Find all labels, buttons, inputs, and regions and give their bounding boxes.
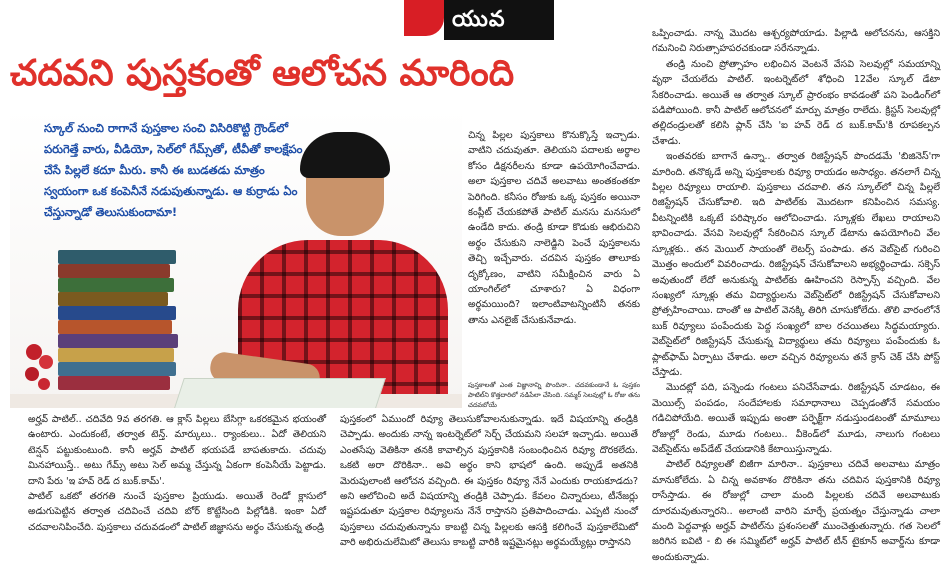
paragraph: అర్హవ్ పాటిల్.. చదివేది 9వ తరగతి. ఆ క్లాస్ పిల్లలు బేసిగ్గా ఒకరకమైన భయంతో ఉంటారు. ఎందుకంటే, తర్వాత టెన్త్. మార్కులు.. ర్యాంకులు.. ఏదో తెలియని టెన్షన్ పట్టుకుంటుంది. కానీ అర్హవ్ పాటిల్ భయపడే బాపతుకాదు. చదువు మినహాయిస్తే.. అటు గేమ్స్ అటు సెల్ అమ్మ చేస్తున్న ఏకంగా కంపెనీయే పెట్టాడు. దాని పేరు 'ఇ హవ్ రెడ్ ద బుక్.కామ్'. [28,414,326,487]
flower-illustration [20,338,60,398]
column-right [652,26,940,565]
masthead-logo [404,0,554,42]
article-headline: చదవని పుస్తకంతో ఆలోచన మారింది [10,53,515,94]
column-middle-top [468,128,640,328]
paragraph: పాటిల్ రివ్యూలతో బిజీగా మారినా.. పుస్తకాలు చదివే అలవాటు మాత్రం మానుకోలేదు. ఏ చిన్న అవకాశం దొరికినా తను చదివిన పుస్తకానికి రివ్యూ రాసేస్తాడు. ఈ రోజుల్లో చాలా మంది పిల్లలకు చదివే అలవాటుకు దూరమవుతున్నారని.. అలాంటి వారిని మార్చే ప్రయత్నం చేస్తున్నాడు చాలా మంది పెద్దవాళ్లు అర్హవ్ పాటిల్‌ను ప్రశంసలతో ముంచెత్తుతున్నారు. గత సెలలో జరిగిన ఐవిటి - బి ఈ సమ్మిట్‌లో అర్హవ్ పాటిల్ టీన్ టైకూన్ అవార్డ్‌ను కూడా అందుకున్నాడు. [652,459,940,563]
paragraph: పుస్తకంలో ఏముందో రివ్యూ తెలుసుకోవాలనుకున్నాడు. ఇదే విషయాన్ని తండ్రికి చెప్పాడు. అందుకు నాన్న ఇంటర్నెట్‌లో సెర్చ్ చేయమని సలహా ఇచ్చాడు. అయితే ఎంతసేపు వెతికినా తనకి కావాల్సిన పుస్తకానికి సంబంధించిన రివ్యూ దొరకలేదు. ఒకటి అరా దొరికినా.. అవి అర్థం కాని భాషలో ఉంది. అప్పుడే అతనికి మెరుపులాంటి ఆలోచన వచ్చింది. ఈ పుస్తకం రివ్యూ నేనే ఎందుకు రాయకూడదు? అని ఆలోచించి అదే విషయాన్ని తండ్రికి చెప్పాడు. కేవలం చిన్నారులు, టీనేజర్లు ఇష్టపడుతూ పుస్తకాల రివ్యూలను నేనే రాస్తానని ప్రతిపాదించాడు. ఎప్పటి నుంచో పుస్తకాలు చదువుతున్నాను కాబట్టి చిన్న పిల్లలకు ఆసక్తి కలిగించే పుస్తకాలేమిటో వారి అభిరుచులేమిటో తెలుసు కాబట్టి వారికి ఇష్టమైనట్లు అర్థమయ్యేట్లు రాస్తానని [340,414,638,549]
paragraph: పాటిల్ ఒకటో తరగతి నుంచే పుస్తకాల ప్రియుడు. అయితే రెండో క్లాసులో అడుగుపెట్టిన తర్వాత చదివించే చదివి బోర్ కొట్టేసింది పిల్లోడికి. ఇంకా ఏదో చదవాలనిపించేది. పుస్తకాలు చదువడంలో పాటిల్ జిజ్ఞాసను అర్థం చేసుకున్న తండ్రి [28,491,326,533]
column-bottom [28,412,638,551]
paragraph: తండ్రి నుంచి ప్రోత్సాహం లభించిన వెంటనే వేసవి సెలవుల్లో సమయాన్ని వృథా చేయలేదు పాటిల్. ఇంటర్నెట్‌లో శోధించి 12వేల స్కూల్ డేటా సేకరించాడు. అయితే ఆ తర్వాత స్కూల్ ప్రారంభం కావడంతో పని పెండింగ్‌లో పడిపోయింది. కానీ పాటిల్ ఆలోచనలో మార్పు మాత్రం రాలేదు. క్రిస్టస్ సెలవుల్లో తల్లిదండ్రులతో కలిసి ప్లాన్ చేసి 'ఐ హవ్ రెడ్ ద బుక్.కామ్'కి రూపకల్పన చేశాడు. [652,58,940,147]
paragraph: మొదట్లో పది, పన్నెండు గంటలు పనిచేసేవాడు. రిజిస్ట్రేషన్ చూడటం, ఈ మెయిల్స్ పంపడం, సందేహాలకు సమాధానాలు చెప్పడంతోనే సమయం గడిచిపోయేది. అయితే ఇప్పుడు అంతా పర్ఫెక్ట్‌గా నడుస్తుండటంతో మామూలు రోజుల్లో రెండు, మూడు గంటలు.. వీకెండ్‌లో మూడు, నాలుగు గంటలు వెబ్‌సైట్‌ను అప్‌డేట్ చేయడానికి కేటాయిస్తున్నాడు. [652,382,940,455]
masthead-red-swoosh [404,0,444,36]
paragraph: పుస్తకాలతో ఎంత విజ్ఞానాన్ని పొందినా.. చదవకుండానే ఓ పుస్తకం పాటిల్‌ని కొత్తదారిలో నడిపేలా చేసింది. సమ్మర్ సెలవుల్లో ఓ రోజు తను చదవబోయే [468,381,640,410]
column-middle-lower [468,380,640,410]
open-book-illustration [172,378,386,408]
paragraph: ఒప్పించాడు. నాన్న మొదట ఆశ్చర్యపోయాడు. పిల్లాడి ఆలోచనను, ఆసక్తిని గమనించి నిరుత్సాహపరచకుండా సరేనన్నాడు. [652,28,940,55]
paragraph: ఇంతవరకు బాగానే ఉన్నా.. తర్వాత రిజిస్ట్రేషన్ పొందడమే 'బిజినెస్'గా మారింది. తనొక్కడే అన్ని పుస్తకాలకు రివ్యూ రాయడం అసాధ్యం. తనలాగే చిన్న పిల్లల రివ్యూలు రాయాలి. పుస్తకాలు చదవాలి. తన స్కూల్‌లో చిన్న పిల్లలే రిజిస్ట్రేషన్ చేసుకోవాలి. ఇది పాటిల్‌కు మొదటగా కనిపించిన సమస్య. వీటన్నింటికి ఒక్కటే పరిష్కారం ఆలోచించాడు. స్కూళ్లకు లేఖలు రాయాలని భావించాడు. వేసవి సెలవుల్లో సేకరించిన స్కూల్ డేటాను ఉపయోగించి వేల స్కూళ్లకు.. తన మెయిల్ సాయంతో లెటర్స్ పంపాడు. తన వెబ్‌సైట్ గురించి మొత్తం అందులో వివరించాడు. రిజిస్ట్రేషన్ చేసుకోవాలని అభ్యర్థించాడు. సక్సెస్ అవుతుందో లేదో అనుకున్న పాటిల్‌కు ఊహించని రెస్పాన్స్ వచ్చింది. వేల సంఖ్యలో స్కూళ్లు తమ విద్యార్థులను వెబ్‌సైట్‌లో రిజిస్ట్రేషన్ చేసుకోవాలని ప్రోత్సహించాయి. దాంతో ఆ పాటిల్ వెనక్కి తిరిగి చూసుకోలేదు. తొలి వారంలోనే బుక్ రివ్యూలు పంపేందుకు పెద్ద సంఖ్యలో బాల రచయితలు సిద్ధమయ్యారు. వెబ్‌సైట్‌లో రిజిస్ట్రేషన్ చేసుకున్న విద్యార్థులు తమ రివ్యూలు పంపేందుకు ఓ ప్లాట్‌ఫామ్ ఏర్పాటు చేశాడు. అలా వచ్చిన రివ్యూలను తనే క్రాస్ చెక్ చేసి పోస్ట్ చేస్తాడు. [652,151,940,378]
book-stack-illustration [58,250,178,400]
masthead-text: యువ [452,6,506,32]
article-intro: స్కూల్ నుంచి రాగానే పుస్తకాల సంచి విసిరికొట్టి గ్రౌండ్‌లో పరుగెత్తే వారు, వీడియో, సెల్‌లో గేమ్స్‌తో, టీవీతో కాలక్షేపం చేసే పిల్లలే కదూ మీరు. కానీ ఈ బుడతడు మాత్రం స్వయంగా ఒక కంపెనీనే నడుపుతున్నాడు. ఆ కుర్రాడు ఏం చేస్తున్నాడో తెలుసుకుందామా! [44,121,303,219]
paragraph: చిన్న పిల్లల పుస్తకాలు కొనుక్కొస్తే ఇచ్చాడు. వాటిని చదువుతూ. తెలియని పదాలకు అర్థాల కోసం డిక్షనరీలను కూడా ఉపయోగించేవాడు. అలా పుస్తకాల చదివే అలవాటు అంతకంతకూ పెరిగింది. కనీసం రోజుకు ఒక్క పుస్తకం అయినా కంప్లీట్ చేయకపోతే పాటిల్ మనసు మనసులో ఉండేది కాదు. తండ్రి కూడా కొడుకు ఆభిరుచిని అర్థం చేసుకుని నాలెడ్జిని పెంచే పుస్తకాలను తెచ్చి ఇచ్చేవారు. చదవిన పుస్తకం తాలూకు దృక్కోణం, వాటిని సమీక్షించిన వారు ఏ యాంగిల్‌లో చూశారు? ఏ విధంగా అర్థమయింది? ఇలాంటివాటన్నింటినీ తనకు తాను ఎనలైజ్ చేసుకునేవాడు. [468,130,640,326]
